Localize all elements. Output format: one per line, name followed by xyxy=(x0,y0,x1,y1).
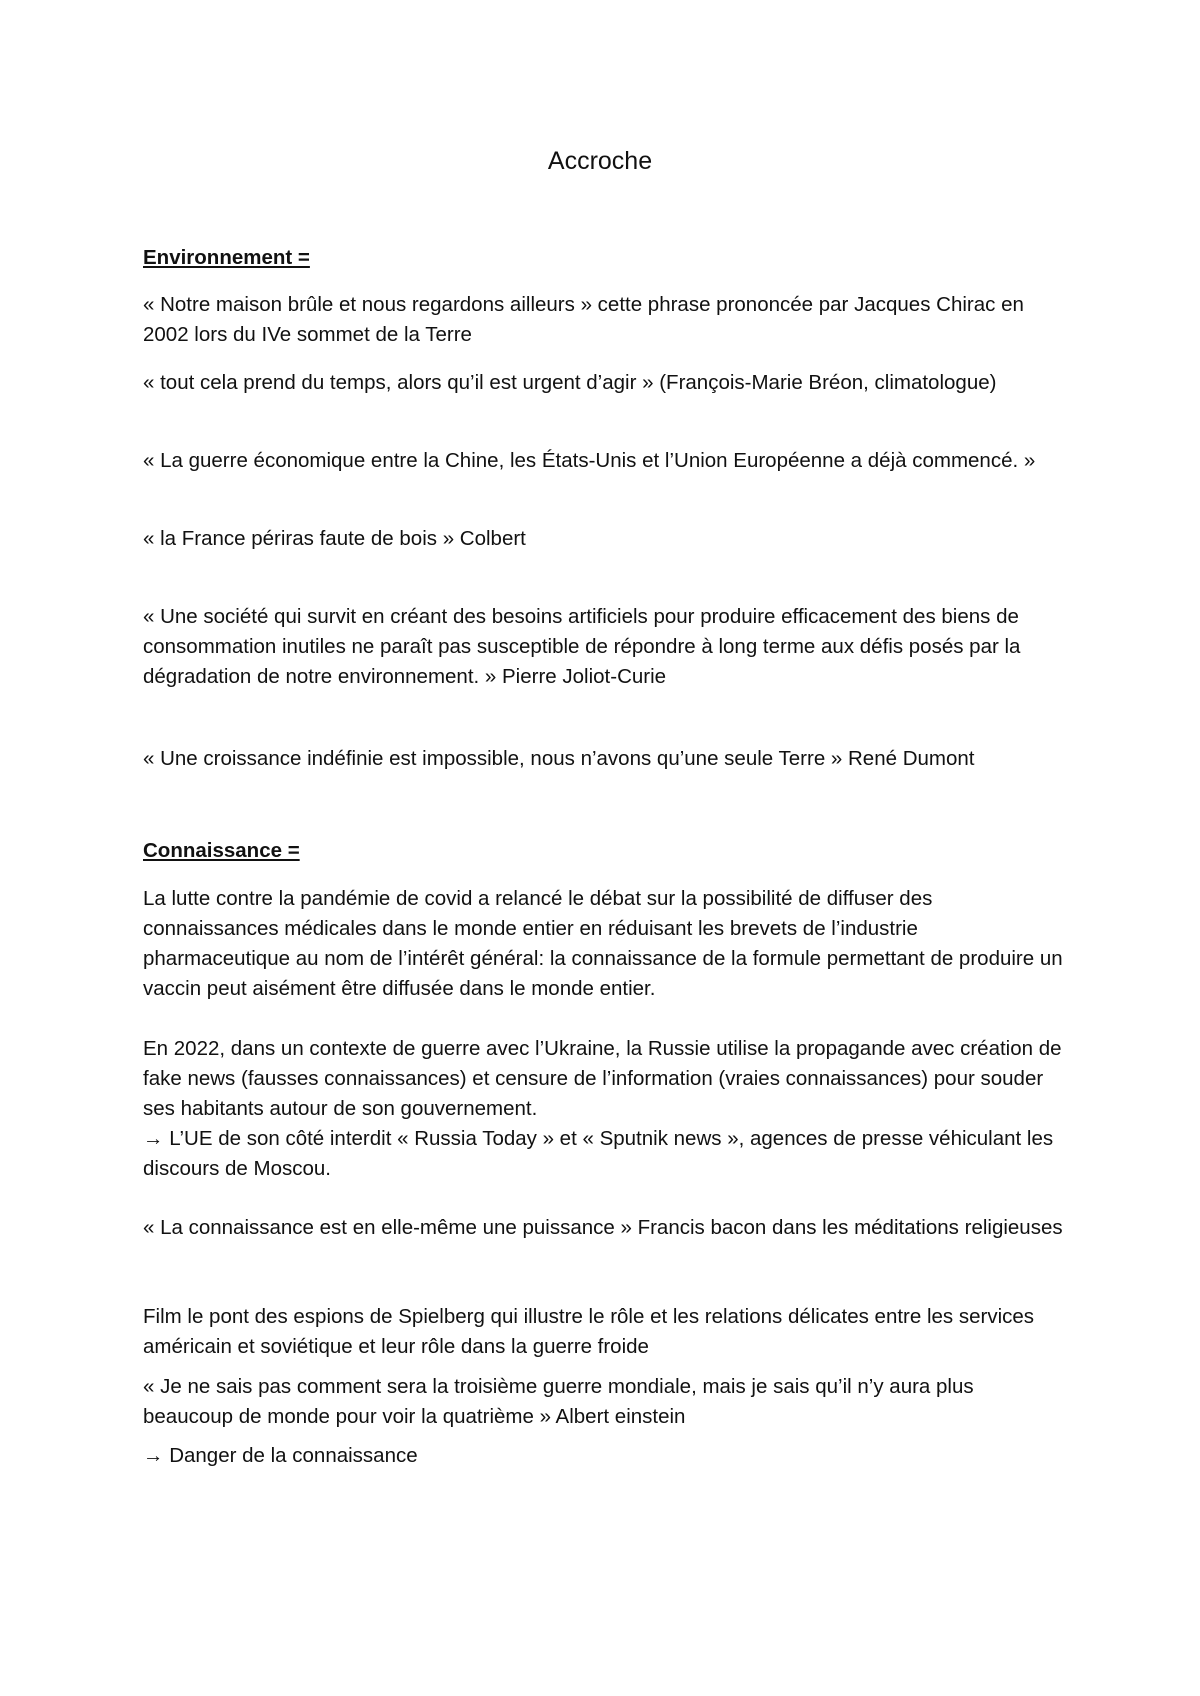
quote-einstein xyxy=(143,1372,1063,1432)
paragraph-russie-text: En 2022, dans un contexte de guerre avec l’Ukraine, la Russie utilise la propagande avec création de fake news (fausses connaissances) et censure de l’information (vraies connaissances) pour souder ses habitants autour de son gouvernement. xyxy=(143,1037,1062,1120)
quote-einstein-text: « Je ne sais pas comment sera la troisième guerre mondiale, mais je sais qu’il n’y aura plus beaucoup de monde pour voir la quatrième » Albert einstein xyxy=(143,1375,974,1428)
paragraph-film xyxy=(143,1302,1063,1362)
quote-guerre-economique xyxy=(143,446,1063,476)
quote-breon xyxy=(143,368,1063,398)
arrow-ue-text: → L’UE de son côté interdit « Russia Today » et « Sputnik news », agences de presse véhiculant les discours de Moscou. xyxy=(143,1127,1054,1180)
paragraph-film-text: Film le pont des espions de Spielberg qui illustre le rôle et les relations délicates entre les services américain et soviétique et leur rôle dans la guerre froide xyxy=(143,1305,1035,1358)
quote-bacon xyxy=(143,1213,1063,1243)
arrow-danger-text: → Danger de la connaissance xyxy=(143,1444,418,1467)
environment-heading: Environnement = xyxy=(143,246,310,269)
environment-section xyxy=(143,243,1063,273)
quote-dumont-text: « Une croissance indéfinie est impossible, nous n’avons qu’une seule Terre » René Dumont xyxy=(143,747,975,770)
quote-colbert-text: « la France périras faute de bois » Colbert xyxy=(143,527,526,550)
quote-dumont xyxy=(143,744,1063,774)
quote-guerre-economique-text: « La guerre économique entre la Chine, les États-Unis et l’Union Européenne a déjà commencé. » xyxy=(143,449,1036,472)
knowledge-heading: Connaissance = xyxy=(143,839,300,862)
quote-joliot-curie-text: « Une société qui survit en créant des besoins artificiels pour produire efficacement des biens de consommation inutiles ne paraît pas susceptible de répondre à long terme aux défis posés par la dégradation de notre environnement. » Pierre Joliot-Curie xyxy=(143,605,1021,688)
paragraph-covid-text: La lutte contre la pandémie de covid a relancé le débat sur la possibilité de diffuser des connaissances médicales dans le monde entier en réduisant les brevets de l’industrie pharmaceutique au nom de l’intérêt général: la connaissance de la formule permettant de produire un vaccin peut aisément être diffusée dans le monde entier. xyxy=(143,887,1063,1000)
quote-chirac-text: « Notre maison brûle et nous regardons ailleurs » cette phrase prononcée par Jacques Chirac en 2002 lors du IVe sommet de la Terre xyxy=(143,293,1024,346)
quote-bacon-text: « La connaissance est en elle-même une puissance » Francis bacon dans les méditations religieuses xyxy=(143,1216,1063,1239)
quote-colbert xyxy=(143,524,1063,554)
arrow-danger xyxy=(143,1441,1063,1471)
arrow-ue xyxy=(143,1124,1063,1184)
paragraph-covid xyxy=(143,884,1063,1004)
quote-joliot-curie xyxy=(143,602,1063,692)
paragraph-russie xyxy=(143,1034,1063,1124)
quote-breon-text: « tout cela prend du temps, alors qu’il est urgent d’agir » (François-Marie Bréon, climatologue) xyxy=(143,371,997,394)
knowledge-section xyxy=(143,836,1063,866)
page-title: Accroche xyxy=(547,147,653,175)
quote-chirac xyxy=(143,290,1063,350)
